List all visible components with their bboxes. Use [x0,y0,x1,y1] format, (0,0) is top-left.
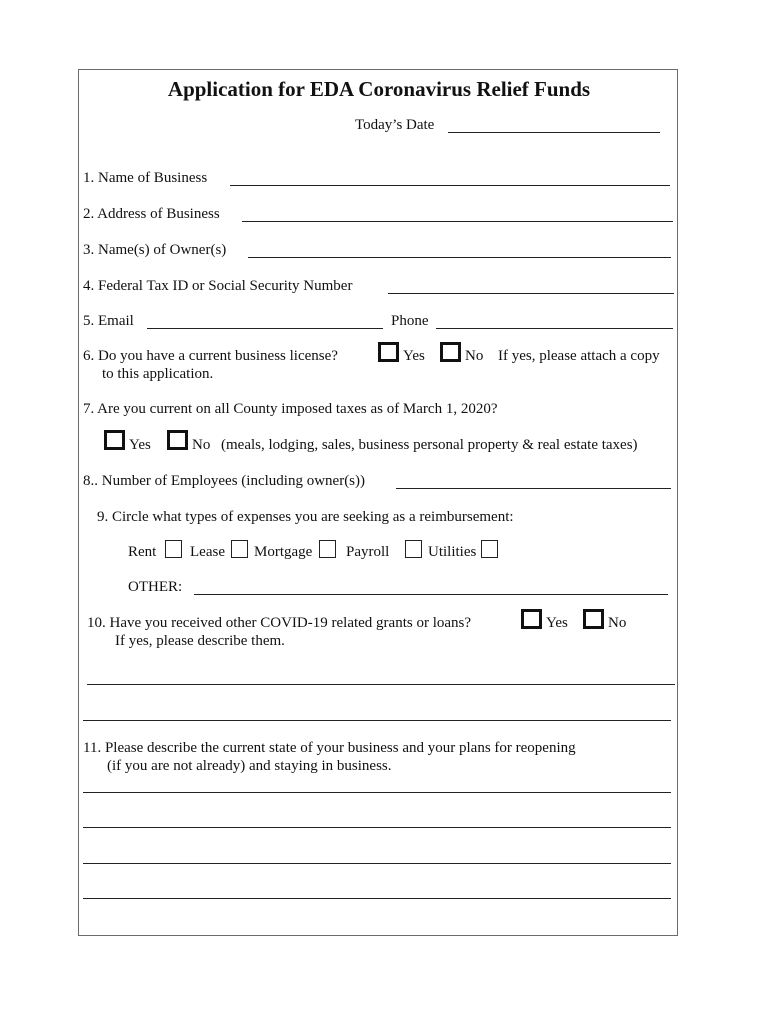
taxes-yes-checkbox[interactable] [104,430,125,450]
other-field[interactable] [194,594,668,595]
rent-checkbox[interactable] [165,540,182,558]
payroll-checkbox[interactable] [405,540,422,558]
email-label: 5. Email [83,313,134,329]
grants-yes-checkbox[interactable] [521,609,542,629]
owner-names-field[interactable] [248,257,671,258]
covid-grants-question: 10. Have you received other COVID-19 related grants or loans? [87,615,472,631]
license-yes-label: Yes [403,348,425,364]
business-address-label: 2. Address of Business [83,206,220,222]
license-no-checkbox[interactable] [440,342,461,362]
lease-checkbox[interactable] [231,540,248,558]
expenses-question: 9. Circle what types of expenses you are seeking as a reimbursement: [97,509,514,525]
other-label: OTHER: [128,579,183,595]
todays-date-field[interactable] [448,132,660,133]
license-attach-note-cont: to this application. [102,366,214,382]
grants-describe-prompt: If yes, please describe them. [115,633,285,649]
license-yes-checkbox[interactable] [378,342,399,362]
grants-description-line[interactable] [83,720,671,721]
mortgage-checkbox[interactable] [319,540,336,558]
utilities-checkbox[interactable] [481,540,498,558]
business-state-line[interactable] [83,827,671,828]
mortgage-label: Mortgage [254,544,313,560]
business-state-question: 11. Please describe the current state of your business and your plans for reopening [83,740,576,756]
employees-label: 8.. Number of Employees (including owner(s)) [83,473,366,489]
business-state-line[interactable] [83,792,671,793]
tax-id-label: 4. Federal Tax ID or Social Security Number [83,278,353,294]
county-taxes-question: 7. Are you current on all County imposed taxes as of March 1, 2020? [83,401,498,417]
license-question: 6. Do you have a current business license? [83,348,338,364]
taxes-no-checkbox[interactable] [167,430,188,450]
taxes-yes-label: Yes [129,437,151,453]
tax-id-field[interactable] [388,293,674,294]
employees-field[interactable] [396,488,671,489]
taxes-note: (meals, lodging, sales, business personal property & real estate taxes) [221,437,638,453]
business-name-label: 1. Name of Business [83,170,208,186]
business-state-question-cont: (if you are not already) and staying in business. [107,758,392,774]
payroll-label: Payroll [346,544,390,560]
license-no-label: No [465,348,484,364]
business-address-field[interactable] [242,221,673,222]
grants-no-label: No [608,615,627,631]
taxes-no-label: No [192,437,211,453]
business-state-line[interactable] [83,898,671,899]
rent-label: Rent [128,544,157,560]
email-field[interactable] [147,328,383,329]
application-form [78,69,678,936]
grants-yes-label: Yes [546,615,568,631]
grants-no-checkbox[interactable] [583,609,604,629]
grants-description-line[interactable] [87,684,675,685]
form-title: Application for EDA Coronavirus Relief Funds [167,77,591,101]
business-name-field[interactable] [230,185,670,186]
business-state-line[interactable] [83,863,671,864]
todays-date-label: Today’s Date [355,117,435,133]
utilities-label: Utilities [428,544,477,560]
lease-label: Lease [190,544,225,560]
license-attach-note: If yes, please attach a copy [498,348,660,364]
owner-names-label: 3. Name(s) of Owner(s) [83,242,227,258]
phone-label: Phone [391,313,429,329]
phone-field[interactable] [436,328,673,329]
